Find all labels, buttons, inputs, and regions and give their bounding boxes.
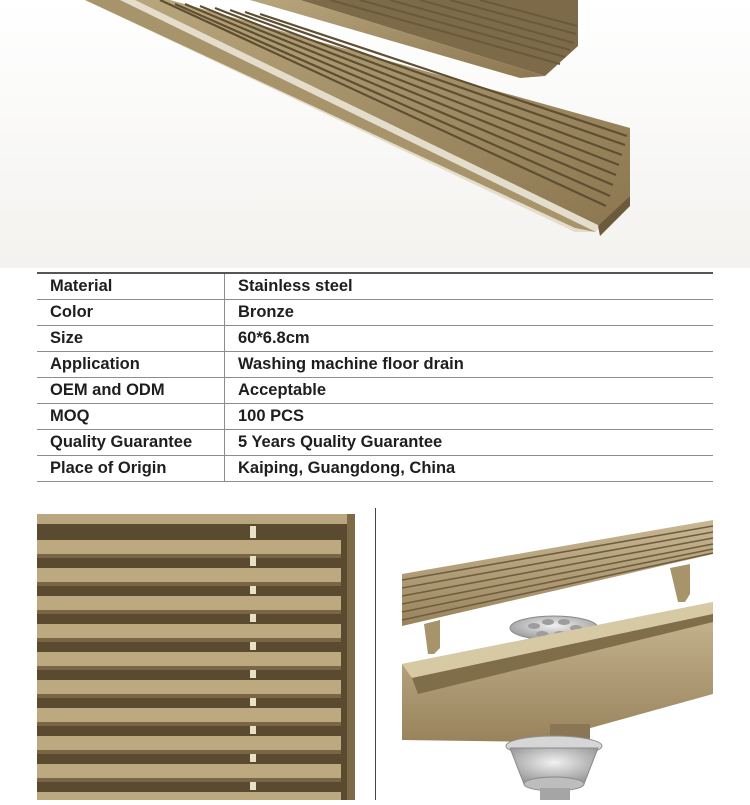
spec-key: Material: [37, 273, 225, 300]
spec-value: Acceptable: [225, 378, 714, 404]
exploded-drain-illustration: [400, 514, 715, 800]
specification-table: [37, 272, 713, 482]
exploded-view-photo: [400, 514, 715, 800]
spec-row-material: [37, 273, 713, 300]
spec-row-oem-odm: [37, 378, 713, 404]
spec-key: Color: [37, 300, 225, 326]
spec-row-place-of-origin: [37, 456, 713, 482]
spec-value: Bronze: [225, 300, 714, 326]
spec-row-moq: [37, 404, 713, 430]
spec-value: 60*6.8cm: [225, 326, 714, 352]
spec-key: MOQ: [37, 404, 225, 430]
floor-drain-illustration: [0, 0, 750, 268]
spec-key: OEM and ODM: [37, 378, 225, 404]
grate-detail-photo: [37, 514, 355, 800]
spec-key: Application: [37, 352, 225, 378]
spec-row-color: [37, 300, 713, 326]
spec-key: Size: [37, 326, 225, 352]
grate-closeup-illustration: [37, 514, 355, 800]
spec-value: Kaiping, Guangdong, China: [225, 456, 714, 482]
spec-key: Quality Guarantee: [37, 430, 225, 456]
spec-key: Place of Origin: [37, 456, 225, 482]
spec-value: Stainless steel: [225, 273, 714, 300]
photo-divider: [375, 508, 376, 800]
spec-row-size: [37, 326, 713, 352]
spec-row-quality-guarantee: [37, 430, 713, 456]
spec-row-application: [37, 352, 713, 378]
spec-value: 100 PCS: [225, 404, 714, 430]
spec-value: 5 Years Quality Guarantee: [225, 430, 714, 456]
hero-product-photo: [0, 0, 750, 268]
spec-value: Washing machine floor drain: [225, 352, 714, 378]
